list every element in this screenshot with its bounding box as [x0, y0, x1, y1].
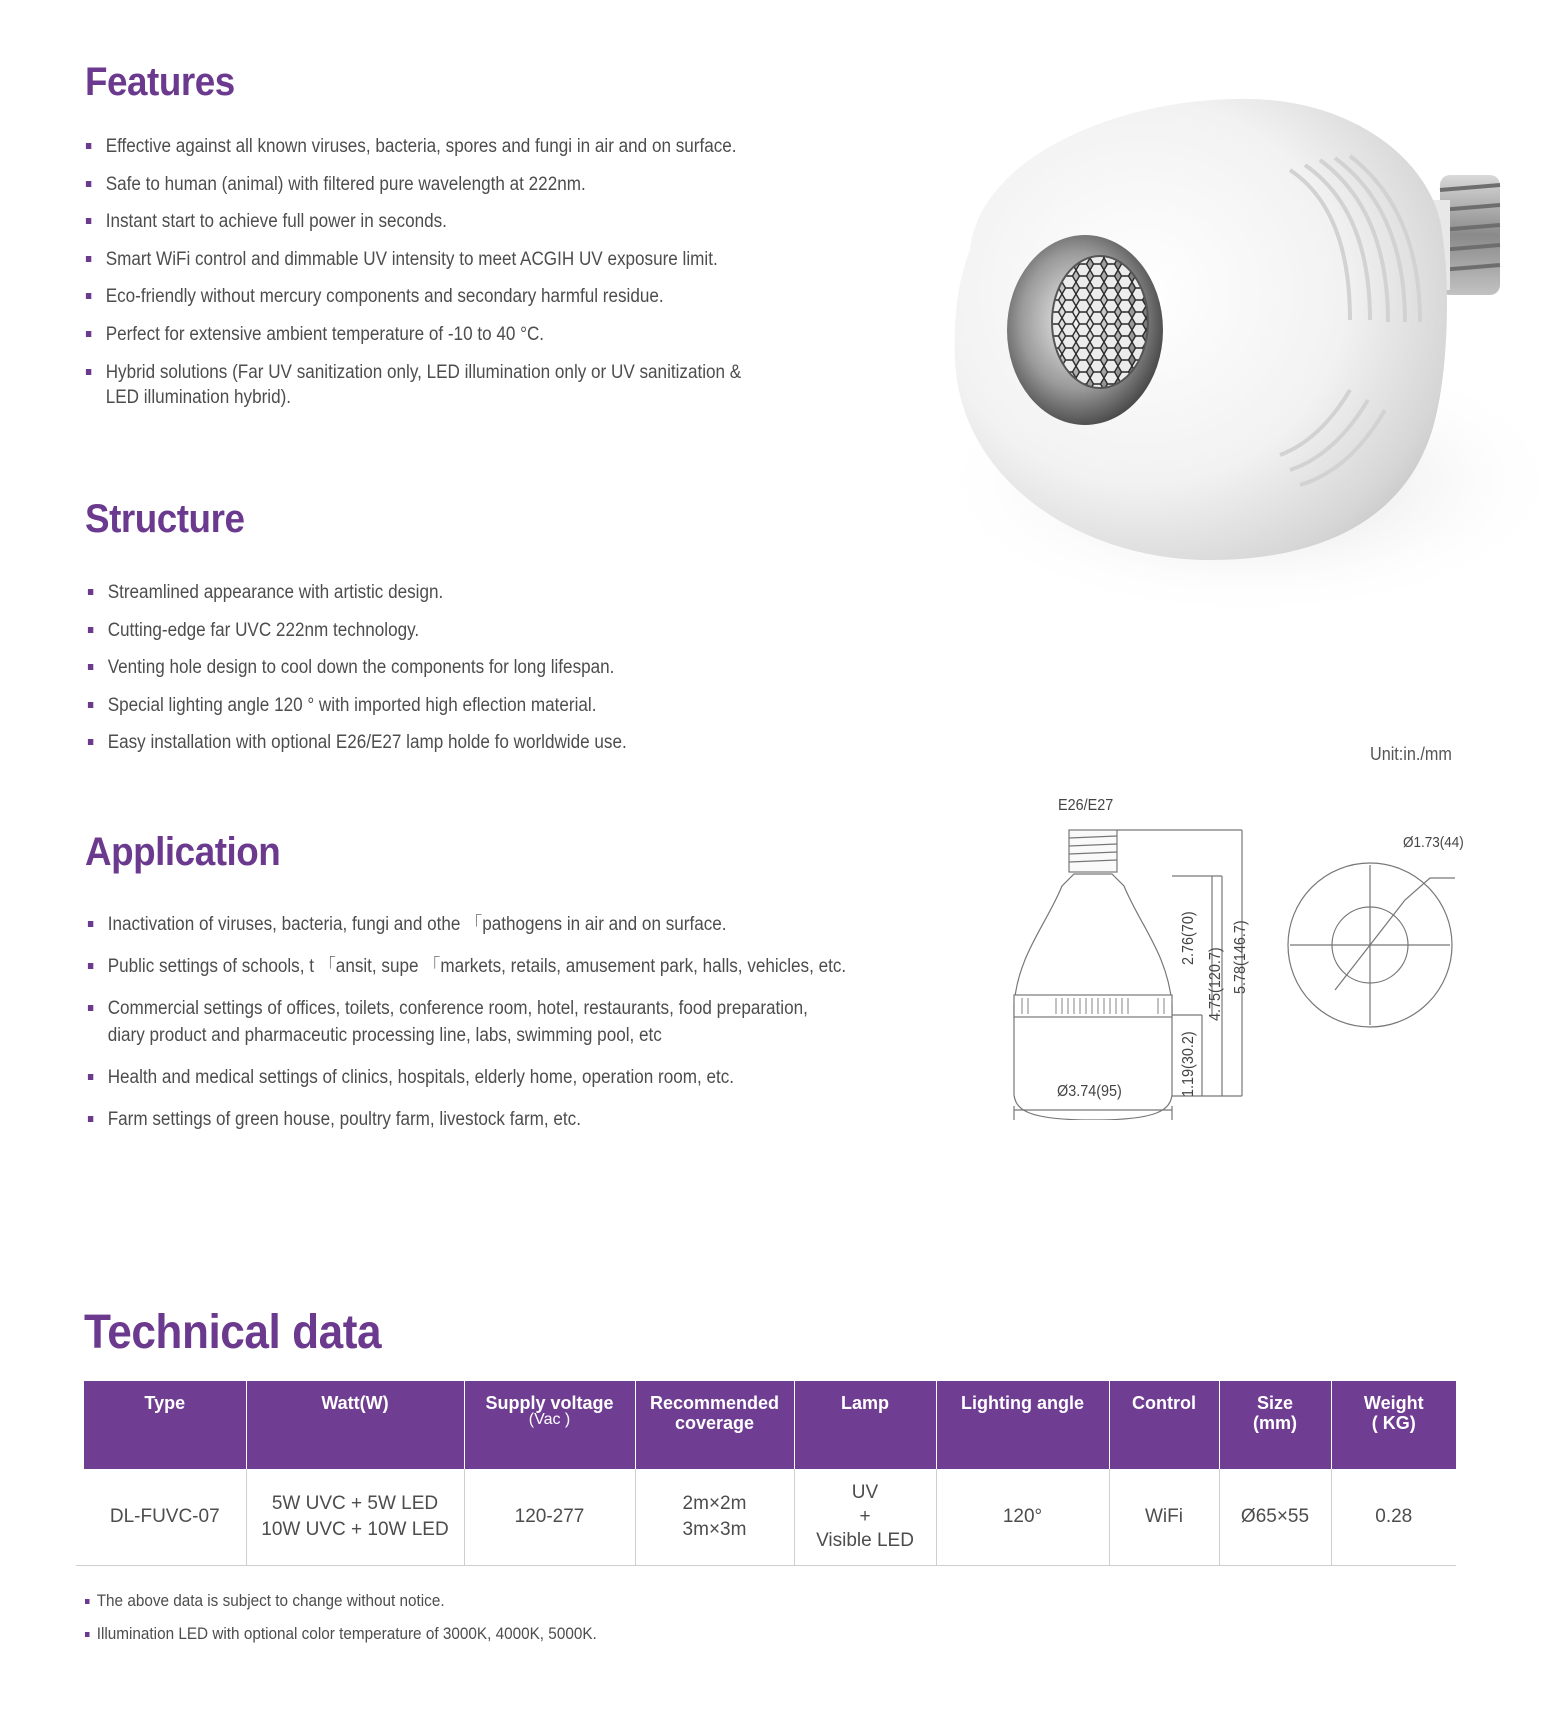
header-size-label: Size [1256, 1393, 1294, 1413]
dim-top-diameter: Ø1.73(44) [1403, 834, 1464, 851]
header-type: Type [84, 1381, 246, 1469]
cell-angle: 120° [936, 1469, 1109, 1565]
cell-coverage [635, 1469, 794, 1565]
list-item: Safe to human (animal) with filtered pure wavelength at 222nm. [85, 171, 741, 198]
table-row [84, 1469, 1456, 1565]
table-notes [85, 1591, 654, 1657]
list-item-continued: diary product and pharmaceutic processing line, labs, swimming pool, etc [107, 1025, 662, 1046]
mesh-grille [1052, 256, 1148, 388]
cell-voltage: 120-277 [464, 1469, 635, 1565]
cell-watt [246, 1469, 464, 1565]
header-voltage [464, 1381, 635, 1469]
note-item: Illumination LED with optional color temperature of 3000K, 4000K, 5000K. [85, 1624, 597, 1644]
header-size-unit: (mm) [1253, 1413, 1297, 1433]
application-title: Application [85, 830, 281, 874]
cell-lamp-line2: + [859, 1506, 871, 1527]
header-weight-label: Weight [1363, 1393, 1424, 1413]
structure-list [87, 579, 687, 767]
header-control: Control [1109, 1381, 1219, 1469]
dim-height-70: 2.76(70) [1180, 911, 1197, 965]
cell-coverage-line1: 2m×2m [682, 1493, 747, 1514]
list-item: Eco-friendly without mercury components and secondary harmful residue. [85, 283, 741, 310]
cell-type: DL-FUVC-07 [109, 1506, 220, 1527]
cell-coverage-line2: 3m×3m [682, 1519, 747, 1540]
list-item: Easy installation with optional E26/E27 lamp holde fo worldwide use. [87, 729, 627, 756]
list-item: Smart WiFi control and dimmable UV intensity to meet ACGIH UV exposure limit. [85, 246, 741, 273]
list-item: Special lighting angle 120 ° with imported high eflection material. [87, 692, 627, 719]
list-item: Streamlined appearance with artistic design. [87, 579, 627, 606]
dim-height-146: 5.78(146.7) [1232, 920, 1249, 994]
table-bottom-rule [76, 1565, 1456, 1566]
list-item: Cutting-edge far UVC 222nm technology. [87, 617, 627, 644]
dim-body-diameter: Ø3.74(95) [1057, 1083, 1122, 1100]
header-voltage-label: Supply voltage [485, 1393, 614, 1413]
table-header-row [84, 1381, 1456, 1469]
dim-height-120: 4.75(120.7) [1207, 947, 1224, 1021]
list-item: Instant start to achieve full power in seconds. [85, 208, 741, 235]
list-item: Effective against all known viruses, bacteria, spores and fungi in air and on surface. [85, 133, 741, 160]
list-item: Inactivation of viruses, bacteria, fungi and othe 「pathogens in air and on surface. [87, 911, 846, 938]
features-title: Features [85, 60, 235, 104]
list-item: Venting hole design to cool down the components for long lifespan. [87, 654, 627, 681]
cell-control: WiFi [1109, 1469, 1219, 1565]
product-photo [880, 60, 1560, 640]
dim-height-30: 1.19(30.2) [1180, 1031, 1197, 1097]
application-list [87, 911, 931, 1148]
header-weight [1331, 1381, 1456, 1469]
header-angle: Lighting angle [936, 1381, 1109, 1469]
note-item: The above data is subject to change without notice. [85, 1591, 597, 1611]
list-item: Farm settings of green house, poultry farm, livestock farm, etc. [87, 1106, 846, 1133]
list-item: Commercial settings of offices, toilets, conference room, hotel, restaurants, food preparation, [87, 995, 846, 1022]
list-item: Health and medical settings of clinics, hospitals, elderly home, operation room, etc. [87, 1064, 846, 1091]
list-item: Perfect for extensive ambient temperature of -10 to 40 °C. [85, 321, 741, 348]
cell-weight: 0.28 [1331, 1469, 1456, 1565]
technical-table [84, 1381, 1456, 1565]
unit-label: Unit:in./mm [1370, 744, 1452, 764]
cell-lamp [794, 1469, 936, 1565]
structure-title: Structure [85, 497, 245, 541]
list-item-continued: LED illumination hybrid). [105, 386, 292, 408]
header-voltage-unit: (Vac ) [528, 1411, 571, 1428]
cell-size: Ø65×55 [1219, 1469, 1331, 1565]
header-size [1219, 1381, 1331, 1469]
cell-watt-line1: 5W UVC + 5W LED [271, 1493, 439, 1514]
cell-lamp-line3: Visible LED [816, 1530, 914, 1551]
list-item: Public settings of schools, t 「ansit, supe 「markets, retails, amusement park, halls, vehicles, etc. [87, 953, 846, 980]
cell-lamp-line1: UV [851, 1482, 879, 1503]
features-list [85, 133, 814, 421]
header-coverage-line1: Recommended [649, 1393, 780, 1413]
header-coverage [635, 1381, 794, 1469]
dim-base-label: E26/E27 [1058, 797, 1114, 814]
list-item: Hybrid solutions (Far UV sanitization only, LED illumination only or UV sanitization & [85, 359, 741, 386]
header-watt: Watt(W) [246, 1381, 464, 1469]
header-lamp: Lamp [794, 1381, 936, 1469]
technical-title: Technical data [84, 1306, 382, 1359]
cell-watt-line2: 10W UVC + 10W LED [261, 1519, 449, 1540]
header-weight-unit: ( KG) [1371, 1413, 1416, 1433]
header-coverage-line2: coverage [674, 1413, 755, 1433]
